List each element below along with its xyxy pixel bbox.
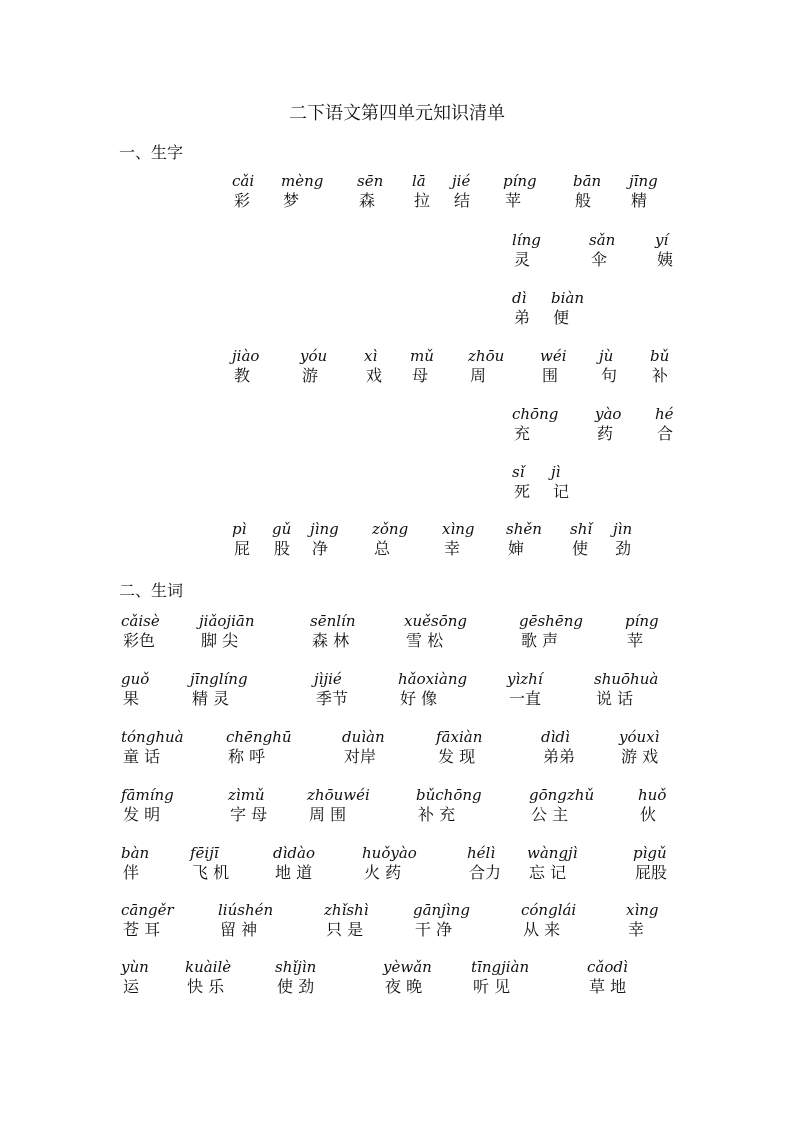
- pinyin-label: jìng: [310, 520, 339, 538]
- pinyin-label: cǎodì: [587, 958, 628, 976]
- pinyin-label: bàn: [121, 844, 150, 862]
- hanzi-label: 歌 声: [521, 631, 559, 650]
- pinyin-label: dìdào: [273, 844, 315, 862]
- pinyin-label: jīng: [629, 172, 658, 190]
- hanzi-label: 火 药: [364, 863, 402, 882]
- hanzi-label: 发 现: [438, 747, 476, 766]
- hanzi-label: 幸: [444, 539, 461, 558]
- hanzi-label: 对岸: [344, 747, 377, 766]
- hanzi-label: 留 神: [220, 920, 258, 939]
- hanzi-label: 字 母: [230, 805, 268, 824]
- hanzi-label: 季节: [316, 689, 349, 708]
- pinyin-label: wéi: [540, 347, 567, 365]
- pinyin-label: shuōhuà: [594, 670, 659, 688]
- hanzi-label: 句: [601, 366, 618, 385]
- pinyin-label: yìzhí: [507, 670, 543, 688]
- pinyin-label: jiǎojiān: [199, 612, 255, 630]
- hanzi-label: 净: [312, 539, 329, 558]
- pinyin-label: hélì: [467, 844, 496, 862]
- pinyin-label: jiào: [232, 347, 260, 365]
- pinyin-label: yào: [595, 405, 622, 423]
- pinyin-label: gānjìng: [413, 901, 470, 919]
- hanzi-label: 草 地: [589, 977, 627, 996]
- pinyin-label: tónghuà: [121, 728, 184, 746]
- hanzi-label: 伙: [640, 805, 657, 824]
- pinyin-label: dì: [512, 289, 527, 307]
- pinyin-label: hǎoxiàng: [398, 670, 468, 688]
- hanzi-label: 发 明: [123, 805, 161, 824]
- hanzi-label: 忘 记: [529, 863, 567, 882]
- hanzi-label: 周: [470, 366, 487, 385]
- hanzi-label: 公 主: [531, 805, 569, 824]
- pinyin-label: gǔ: [272, 520, 292, 538]
- hanzi-label: 苹: [627, 631, 644, 650]
- section-heading-characters: 一、生字: [119, 143, 184, 162]
- hanzi-label: 森 林: [312, 631, 350, 650]
- pinyin-label: biàn: [551, 289, 585, 307]
- pinyin-label: pìgǔ: [633, 844, 667, 862]
- pinyin-label: chōng: [512, 405, 559, 423]
- pinyin-label: duìàn: [342, 728, 385, 746]
- pinyin-label: bān: [573, 172, 602, 190]
- hanzi-label: 母: [412, 366, 429, 385]
- hanzi-label: 脚 尖: [201, 631, 239, 650]
- hanzi-label: 屁: [234, 539, 251, 558]
- hanzi-label: 果: [123, 689, 140, 708]
- pinyin-label: chēnghū: [226, 728, 292, 746]
- hanzi-label: 干 净: [415, 920, 453, 939]
- pinyin-label: cǎisè: [121, 612, 160, 630]
- hanzi-label: 弟: [514, 308, 531, 327]
- hanzi-label: 使 劲: [277, 977, 315, 996]
- pinyin-label: huǒyào: [362, 844, 417, 862]
- pinyin-label: sǐ: [512, 463, 525, 481]
- hanzi-label: 劲: [615, 539, 632, 558]
- hanzi-label: 姨: [657, 250, 674, 269]
- hanzi-label: 合力: [469, 863, 502, 882]
- hanzi-label: 伞: [591, 250, 608, 269]
- hanzi-label: 游: [302, 366, 319, 385]
- pinyin-label: hé: [655, 405, 674, 423]
- pinyin-label: sǎn: [589, 231, 616, 249]
- hanzi-label: 快 乐: [187, 977, 225, 996]
- section-heading-words: 二、生词: [119, 581, 184, 600]
- pinyin-label: zhōu: [468, 347, 505, 365]
- pinyin-label: kuàilè: [185, 958, 232, 976]
- pinyin-label: sēnlín: [310, 612, 356, 630]
- hanzi-label: 记: [553, 482, 570, 501]
- pinyin-label: gōngzhǔ: [529, 786, 595, 804]
- pinyin-label: fāxiàn: [436, 728, 483, 746]
- hanzi-label: 精 灵: [192, 689, 230, 708]
- hanzi-label: 伴: [123, 863, 140, 882]
- pinyin-label: tīngjiàn: [471, 958, 530, 976]
- hanzi-label: 飞 机: [192, 863, 230, 882]
- pinyin-label: dìdì: [541, 728, 570, 746]
- hanzi-label: 药: [597, 424, 614, 443]
- hanzi-label: 梦: [283, 191, 300, 210]
- hanzi-label: 戏: [366, 366, 383, 385]
- pinyin-label: guǒ: [121, 670, 150, 688]
- hanzi-label: 结: [454, 191, 471, 210]
- pinyin-label: cāngěr: [121, 901, 174, 919]
- pinyin-label: yóu: [300, 347, 328, 365]
- pinyin-label: wàngjì: [527, 844, 578, 862]
- pinyin-label: jù: [599, 347, 614, 365]
- pinyin-label: píng: [503, 172, 537, 190]
- hanzi-label: 婶: [508, 539, 525, 558]
- hanzi-label: 森: [359, 191, 376, 210]
- hanzi-label: 称 呼: [228, 747, 266, 766]
- pinyin-label: yí: [655, 231, 669, 249]
- hanzi-label: 幸: [628, 920, 645, 939]
- pinyin-label: jīnglíng: [190, 670, 248, 688]
- hanzi-label: 彩色: [123, 631, 156, 650]
- pinyin-label: cǎi: [232, 172, 255, 190]
- hanzi-label: 雪 松: [406, 631, 444, 650]
- pinyin-label: yèwǎn: [383, 958, 432, 976]
- page-title: 二下语文第四单元知识清单: [289, 103, 505, 124]
- pinyin-label: mèng: [281, 172, 324, 190]
- hanzi-label: 使: [572, 539, 589, 558]
- pinyin-label: jìjié: [314, 670, 342, 688]
- hanzi-label: 夜 晚: [385, 977, 423, 996]
- hanzi-label: 只 是: [326, 920, 364, 939]
- pinyin-label: shǐjìn: [275, 958, 317, 976]
- pinyin-label: mǔ: [410, 347, 434, 365]
- hanzi-label: 合: [657, 424, 674, 443]
- hanzi-label: 屁股: [635, 863, 668, 882]
- hanzi-label: 充: [514, 424, 531, 443]
- pinyin-label: gēshēng: [519, 612, 583, 630]
- pinyin-label: xì: [364, 347, 378, 365]
- pinyin-label: zìmǔ: [228, 786, 265, 804]
- hanzi-label: 游 戏: [621, 747, 659, 766]
- hanzi-label: 运: [123, 977, 140, 996]
- hanzi-label: 教: [234, 366, 251, 385]
- pinyin-label: shǐ: [570, 520, 593, 538]
- hanzi-label: 地 道: [275, 863, 313, 882]
- hanzi-label: 灵: [514, 250, 531, 269]
- pinyin-label: jié: [452, 172, 471, 190]
- hanzi-label: 精: [631, 191, 648, 210]
- pinyin-label: xuěsōng: [404, 612, 467, 630]
- hanzi-label: 般: [575, 191, 592, 210]
- hanzi-label: 一直: [509, 689, 542, 708]
- pinyin-label: yùn: [121, 958, 149, 976]
- pinyin-label: sēn: [357, 172, 384, 190]
- pinyin-label: fēijī: [190, 844, 219, 862]
- pinyin-label: bǔ: [650, 347, 670, 365]
- pinyin-label: jìn: [613, 520, 633, 538]
- hanzi-label: 听 见: [473, 977, 511, 996]
- pinyin-label: zhǐshì: [324, 901, 369, 919]
- pinyin-label: pì: [232, 520, 247, 538]
- pinyin-label: cónglái: [521, 901, 577, 919]
- pinyin-label: zǒng: [372, 520, 409, 538]
- pinyin-label: píng: [625, 612, 659, 630]
- hanzi-label: 总: [374, 539, 391, 558]
- hanzi-label: 股: [274, 539, 291, 558]
- hanzi-label: 苍 耳: [123, 920, 161, 939]
- hanzi-label: 从 来: [523, 920, 561, 939]
- pinyin-label: jì: [551, 463, 561, 481]
- hanzi-label: 补: [652, 366, 669, 385]
- hanzi-label: 弟弟: [543, 747, 576, 766]
- pinyin-label: fāmíng: [121, 786, 174, 804]
- hanzi-label: 好 像: [400, 689, 438, 708]
- pinyin-label: xìng: [442, 520, 475, 538]
- hanzi-label: 补 充: [418, 805, 456, 824]
- hanzi-label: 拉: [414, 191, 431, 210]
- hanzi-label: 便: [553, 308, 570, 327]
- hanzi-label: 童 话: [123, 747, 161, 766]
- hanzi-label: 苹: [505, 191, 522, 210]
- pinyin-label: huǒ: [638, 786, 667, 804]
- pinyin-label: yóuxì: [619, 728, 660, 746]
- pinyin-label: líng: [512, 231, 541, 249]
- hanzi-label: 围: [542, 366, 559, 385]
- pinyin-label: shěn: [506, 520, 542, 538]
- pinyin-label: xìng: [626, 901, 659, 919]
- hanzi-label: 说 话: [596, 689, 634, 708]
- pinyin-label: liúshén: [218, 901, 274, 919]
- hanzi-label: 周 围: [309, 805, 347, 824]
- pinyin-label: bǔchōng: [416, 786, 482, 804]
- pinyin-label: zhōuwéi: [307, 786, 370, 804]
- hanzi-label: 死: [514, 482, 531, 501]
- hanzi-label: 彩: [234, 191, 251, 210]
- pinyin-label: lā: [412, 172, 426, 190]
